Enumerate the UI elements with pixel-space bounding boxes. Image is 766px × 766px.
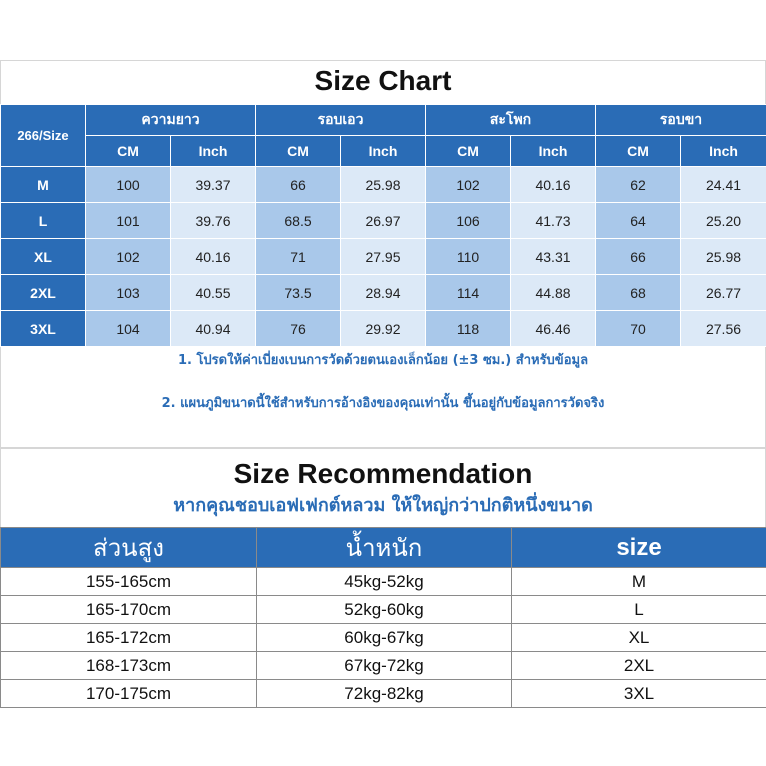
inch-value: 40.16: [171, 239, 256, 275]
cm-value: 118: [426, 311, 511, 347]
cm-value: 100: [86, 167, 171, 203]
inch-value: 43.31: [511, 239, 596, 275]
unit-header-inch: Inch: [511, 136, 596, 167]
height-range: 165-170cm: [1, 596, 257, 624]
inch-value: 39.37: [171, 167, 256, 203]
recommendation-row: [1, 652, 766, 680]
inch-value: 29.92: [341, 311, 426, 347]
size-row: [1, 167, 766, 203]
size-label: 2XL: [1, 275, 86, 311]
size-value: M: [512, 568, 766, 596]
header-height: ส่วนสูง: [1, 528, 257, 568]
group-header: รอบเอว: [256, 105, 426, 136]
cm-value: 114: [426, 275, 511, 311]
inch-value: 26.77: [681, 275, 766, 311]
inch-value: 44.88: [511, 275, 596, 311]
group-header: ความยาว: [86, 105, 256, 136]
size-row: [1, 275, 766, 311]
height-range: 168-173cm: [1, 652, 257, 680]
recommendation-title: Size Recommendation: [233, 458, 533, 489]
inch-value: 24.41: [681, 167, 766, 203]
recommendation-table: [0, 527, 766, 708]
recommendation-row: [1, 680, 766, 708]
inch-value: 25.20: [681, 203, 766, 239]
size-label: XL: [1, 239, 86, 275]
corner-label: 266/Size: [1, 105, 86, 167]
size-row: [1, 203, 766, 239]
unit-header-inch: Inch: [171, 136, 256, 167]
weight-range: 60kg-67kg: [257, 624, 512, 652]
cm-value: 71: [256, 239, 341, 275]
cm-value: 73.5: [256, 275, 341, 311]
height-range: 155-165cm: [1, 568, 257, 596]
cm-value: 102: [426, 167, 511, 203]
weight-range: 72kg-82kg: [257, 680, 512, 708]
inch-value: 40.94: [171, 311, 256, 347]
note-1: 1. โปรดให้ค่าเบี่ยงเบนการวัดด้วยตนเองเล็กน้อย (±3 ซม.) สำหรับข้อมูล: [177, 353, 589, 368]
weight-range: 45kg-52kg: [257, 568, 512, 596]
cm-value: 70: [596, 311, 681, 347]
inch-value: 40.16: [511, 167, 596, 203]
cm-value: 110: [426, 239, 511, 275]
inch-value: 39.76: [171, 203, 256, 239]
size-row: [1, 239, 766, 275]
unit-header-inch: Inch: [341, 136, 426, 167]
cm-value: 66: [256, 167, 341, 203]
size-value: XL: [512, 624, 766, 652]
unit-header-cm: CM: [256, 136, 341, 167]
recommendation-subtitle: หากคุณชอบเอฟเฟกต์หลวม ให้ใหญ่กว่าปกติหนึ่งขนาด: [173, 495, 593, 516]
inch-value: 26.97: [341, 203, 426, 239]
recommendation-row: [1, 624, 766, 652]
inch-value: 27.56: [681, 311, 766, 347]
group-header: สะโพก: [426, 105, 596, 136]
recommendation-row: [1, 568, 766, 596]
inch-value: 28.94: [341, 275, 426, 311]
size-label: 3XL: [1, 311, 86, 347]
cm-value: 104: [86, 311, 171, 347]
size-chart-table: [0, 104, 766, 347]
header-weight: น้ำหนัก: [257, 528, 512, 568]
cm-value: 68: [596, 275, 681, 311]
inch-value: 40.55: [171, 275, 256, 311]
unit-header-cm: CM: [86, 136, 171, 167]
height-range: 170-175cm: [1, 680, 257, 708]
cm-value: 76: [256, 311, 341, 347]
size-label: M: [1, 167, 86, 203]
inch-value: 25.98: [681, 239, 766, 275]
size-value: 2XL: [512, 652, 766, 680]
inch-value: 25.98: [341, 167, 426, 203]
size-chart-title: Size Chart: [314, 65, 452, 96]
cm-value: 102: [86, 239, 171, 275]
unit-header-cm: CM: [426, 136, 511, 167]
unit-header-cm: CM: [596, 136, 681, 167]
cm-value: 62: [596, 167, 681, 203]
recommendation-row: [1, 596, 766, 624]
cm-value: 101: [86, 203, 171, 239]
header-size: size: [512, 528, 766, 568]
cm-value: 64: [596, 203, 681, 239]
weight-range: 52kg-60kg: [257, 596, 512, 624]
group-header: รอบขา: [596, 105, 766, 136]
size-label: L: [1, 203, 86, 239]
cm-value: 66: [596, 239, 681, 275]
height-range: 165-172cm: [1, 624, 257, 652]
inch-value: 46.46: [511, 311, 596, 347]
inch-value: 41.73: [511, 203, 596, 239]
inch-value: 27.95: [341, 239, 426, 275]
size-value: L: [512, 596, 766, 624]
cm-value: 103: [86, 275, 171, 311]
size-row: [1, 311, 766, 347]
note-2: 2. แผนภูมิขนาดนี้ใช้สำหรับการอ้างอิงของคุณเท่านั้น ขึ้นอยู่กับข้อมูลการวัดจริง: [161, 396, 605, 411]
cm-value: 68.5: [256, 203, 341, 239]
cm-value: 106: [426, 203, 511, 239]
size-value: 3XL: [512, 680, 766, 708]
weight-range: 67kg-72kg: [257, 652, 512, 680]
unit-header-inch: Inch: [681, 136, 766, 167]
